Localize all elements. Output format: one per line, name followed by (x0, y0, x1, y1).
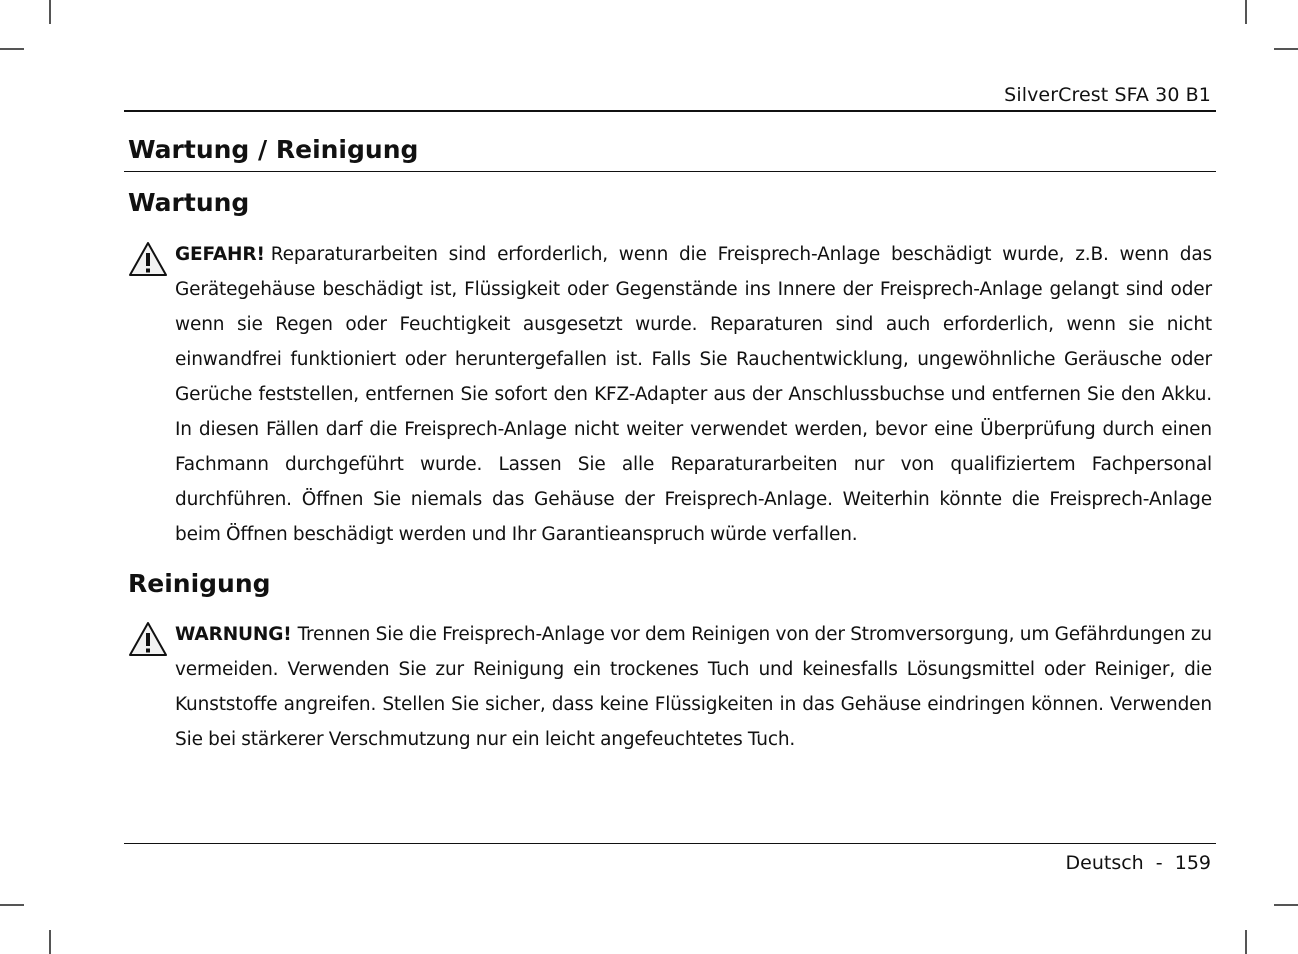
crop-mark-bottom-left-horizontal (0, 904, 24, 906)
danger-notice-lead: GEFAHR! (175, 244, 265, 265)
warning-notice-lead: WARNUNG! (175, 624, 292, 645)
header-rule (124, 110, 1216, 112)
crop-mark-bottom-right-horizontal (1274, 904, 1298, 906)
document-header-title: SilverCrest SFA 30 B1 (1004, 84, 1211, 106)
warning-triangle-icon (128, 241, 168, 277)
warning-triangle-icon (128, 621, 168, 657)
warning-notice (128, 617, 1212, 757)
maintenance-heading: Wartung (128, 188, 250, 217)
crop-mark-bottom-left-vertical (49, 930, 51, 954)
cleaning-heading: Reinigung (128, 569, 271, 598)
crop-mark-bottom-right-vertical (1245, 930, 1247, 954)
danger-notice (128, 237, 1212, 552)
crop-mark-top-left-vertical (49, 0, 51, 24)
warning-notice-text-block (175, 617, 1212, 757)
danger-notice-body: Reparaturarbeiten sind erforderlich, wenn die Freisprech-Anlage beschädigt wurde, z.B. wenn das Gerätegehäuse beschädigt ist, Flüssigkeit oder Gegenstände ins Innere der Freisprech-Anlage gelangt sind oder wenn sie Regen oder Feuchtigkeit ausgesetzt wurde. Reparaturen sind auch erforderlich, wenn sie nicht einwandfrei funktioniert oder heruntergefallen ist. Falls Sie Rauchentwicklung, ungewöhnliche Geräusche oder Gerüche feststellen, entfernen Sie sofort den KFZ-Adapter aus der Anschlussbuchse und entfernen Sie den Akku. In diesen Fällen darf die Freisprech-Anlage nicht weiter verwendet werden, bevor eine Überprüfung durch einen Fachmann durchgeführt wurde. Lassen Sie alle Reparaturarbeiten nur von qualifiziertem Fachpersonal durchführen. Öffnen Sie niemals das Gehäuse der Freisprech-Anlage. Weiterhin könnte die Freisprech-Anlage beim Öffnen beschädigt werden und Ihr Garantieanspruch würde verfallen. (175, 244, 1212, 545)
warning-notice-body: Trennen Sie die Freisprech-Anlage vor dem Reinigen von der Stromversorgung, um Gefährdungen zu vermeiden. Verwenden Sie zur Reinigung ein trockenes Tuch und keinesfalls Lösungsmittel oder Reiniger, die Kunststoffe angreifen. Stellen Sie sicher, dass keine Flüssigkeiten in das Gehäuse eindringen können. Verwenden Sie bei stärkerer Verschmutzung nur ein leicht angefeuchtetes Tuch. (175, 624, 1212, 750)
crop-mark-top-left-horizontal (0, 48, 24, 50)
crop-mark-top-right-vertical (1245, 0, 1247, 24)
footer-page-info: Deutsch - 159 (1065, 852, 1211, 874)
danger-notice-text-block (175, 237, 1212, 552)
section-title: Wartung / Reinigung (128, 135, 419, 164)
crop-mark-top-right-horizontal (1274, 48, 1298, 50)
footer-rule (124, 843, 1216, 844)
section-title-rule (124, 171, 1216, 172)
